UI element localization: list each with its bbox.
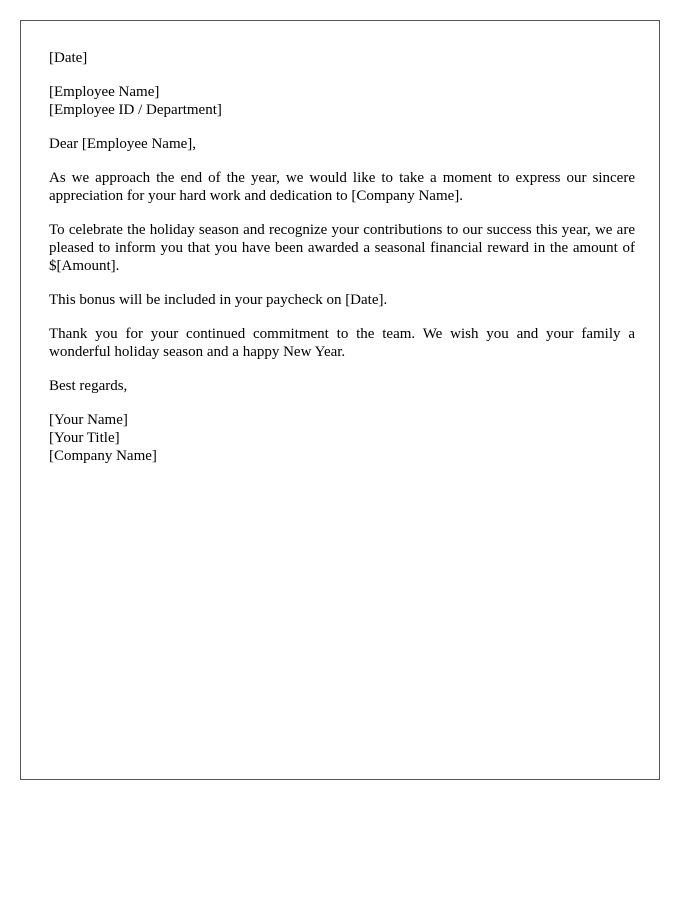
recipient-id-department: [Employee ID / Department] [49, 102, 222, 118]
salutation-block [49, 135, 635, 153]
recipient-name: [Employee Name] [49, 84, 160, 100]
paragraph-reward: To celebrate the holiday season and recognize your contributions to our success this year, we are pleased to inform you that you have been awarded a seasonal financial reward in the amount of $[Amount]. [49, 222, 635, 274]
letter-page [20, 20, 660, 780]
paragraph-appreciation: As we approach the end of the year, we would like to take a moment to express our sincere appreciation for your hard work and dedication to [Company Name]. [49, 170, 635, 204]
date-block [49, 49, 635, 67]
letter-date: [Date] [49, 50, 88, 66]
recipient-block [49, 83, 635, 119]
signature-title: [Your Title] [49, 430, 120, 446]
closing-block [49, 377, 635, 395]
signature-company: [Company Name] [49, 448, 157, 464]
paragraph-thanks: Thank you for your continued commitment to the team. We wish you and your family a wonderful holiday season and a happy New Year. [49, 326, 635, 360]
letter-body [49, 49, 635, 481]
closing: Best regards, [49, 378, 128, 394]
salutation: Dear [Employee Name], [49, 136, 197, 152]
signature-block [49, 411, 635, 465]
signature-name: [Your Name] [49, 412, 128, 428]
paragraph-paycheck: This bonus will be included in your paycheck on [Date]. [49, 292, 388, 308]
